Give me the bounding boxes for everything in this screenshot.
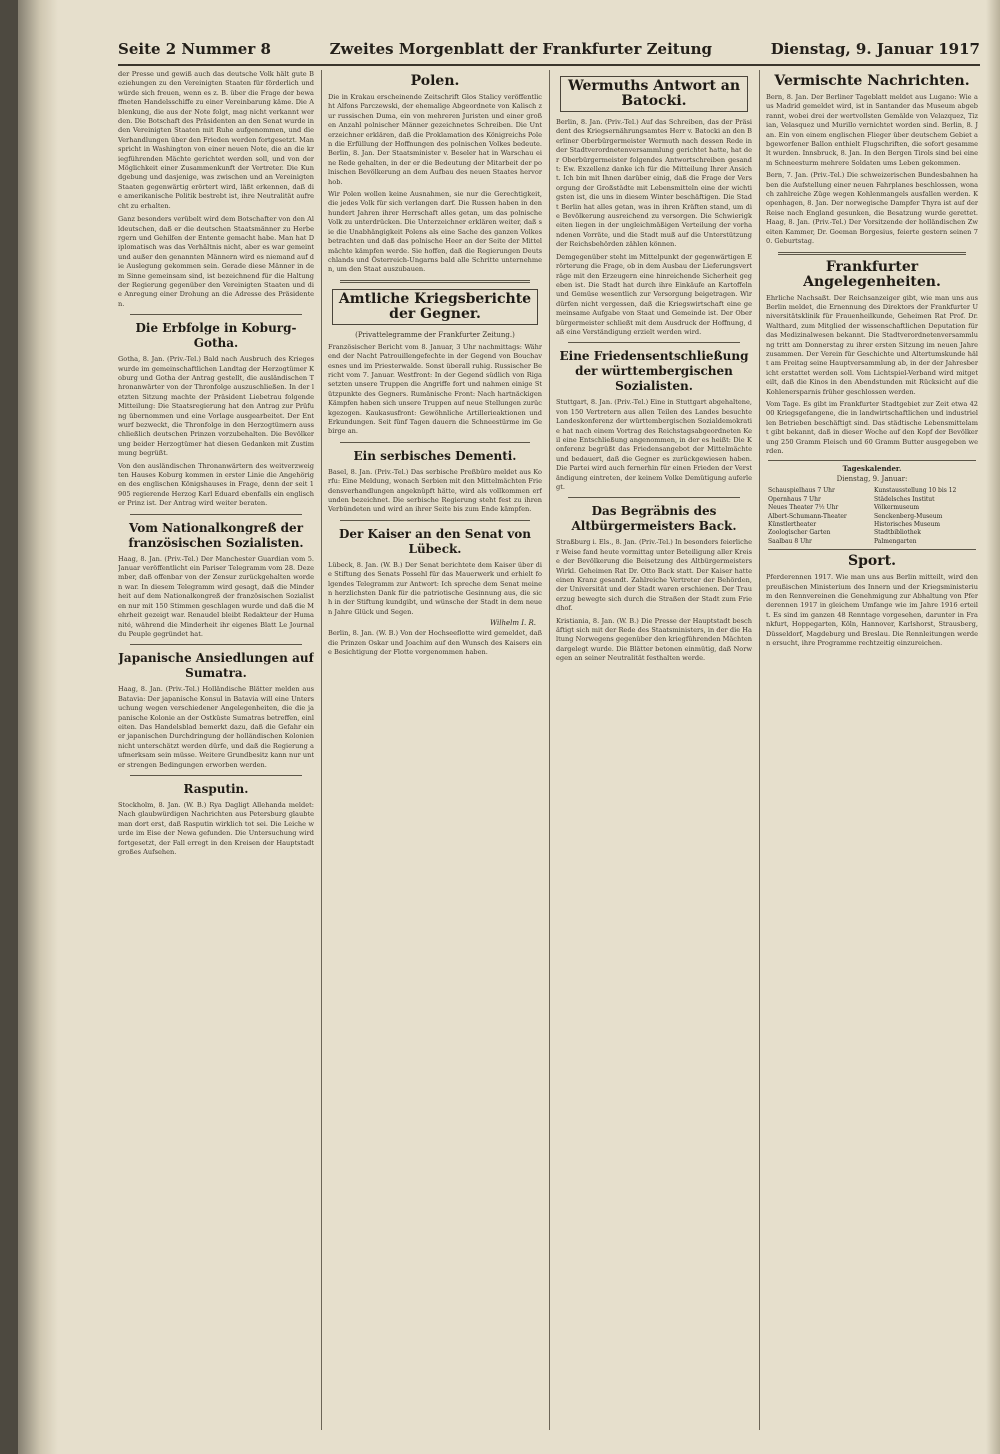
article-frankfurt: Ehrliche Nachsaßt. Der Reichsanzeiger gibt, wie man uns aus Berlin meldet, die Ernennung des Direktors der Frankfurter Universitätsklinik für Frauenheilkunde, Geheimen Rat Prof. Dr. Walthard, zum Mitglied der wissenschaftlichen Deputation für das Medizinalwesen bekannt. Die Stadtverordnetenversammlung tritt am Donnerstag zu ihrer ersten Sitzung im neuen Jahre zusammen. Der Verein für Geschichte und Altertumskunde hält am Freitag seine Hauptversammlung ab, in der der Jahresbericht erstattet werden soll. Vom Lichtspiel-Verband wird mitgeteilt, daß die Kinos in den Abendstunden mit Rücksicht auf die Kohlenersparnis früher geschlossen werden. [766, 293, 978, 396]
column-3 [556, 70, 752, 1430]
calendar-entry: Völkermuseum [874, 504, 920, 512]
article-serbisches-dementi: Basel, 8. Jan. (Priv.-Tel.) Das serbische Preßbüro meldet aus Korfu: Eine Meldung, wonach Serbien mit den Mittelmächten Friedensverhandlungen angeknüpft hätte, wird als vollkommen erfunden bezeichnet. Die serbische Regierung steht fest zu ihren Verbündeten und wird an ihrer Seite bis zum Ende kämpfen. [328, 467, 542, 514]
signature: Wilhelm I. R. [489, 619, 536, 628]
article-kriegsberichte: Französischer Bericht vom 8. Januar, 3 Uhr nachmittags: Während der Nacht Patrouillengefechte in der Gegend von Bouchavesnes und im Priesterwalde. Sonst überall ruhig. Russischer Bericht vom 7. Januar. Westfront: In der Gegend südlich von Riga setzten unsere Truppen die Angriffe fort und nahmen einige Stützpunkte des Gegners. Rumänische Front: Nach hartnäckigen Kämpfen haben sich unsere Truppen auf neue Stellungen zurückgezogen. Kaukasusfront: Gewöhnliche Artillerieaktionen und Erkundungen. Seit fünf Tagen dauern die Schneestürme im Gebirge an. [328, 342, 542, 436]
headline-wermuth-batocki: Wermuths Antwort an Batocki. [560, 76, 748, 112]
article-paragraph: Ganz besonders verübelt wird dem Botschafter von den Alldeutschen, daß er die deutschen Staatsmänner zu Herbergern und Gehilfen der Entente gemacht habe. Man hat Diplomatisch was das Verhältnis nicht, aber es war gemeint und außer den genannten Männern wird es niemand auf die Auslegung gekommen sein. Gerade diese Männer in dem Sinne gemeinsam sind, ist bezeichnend für die Haltung der Regierung gegenüber den Vereinigten Staaten und die Anregung einer Drohung an die Adresse des Präsidenten. [118, 215, 314, 308]
calendar-entry: Kunstausstellung 10 bis 12 [874, 487, 957, 495]
article-rule [568, 497, 740, 498]
page-edge [986, 0, 1000, 1454]
article-vermischtes-2: Bern, 7. Jan. (Priv.-Tel.) Die schweizerischen Bundesbahnen haben die Aufstellung einer neuen Fahrplanes beschlossen, wonach zahlreiche Züge wegen Kohlenmangels ausfallen werden. Kopenhagen, 8. Jan. Der norwegische Dampfer Thyra ist auf der Reise nach England gesunken, die Besatzung wurde gerettet. Haag, 8. Jan. (Priv.-Tel.) Der Vorsitzende der holländischen Zweiten Kammer, Dr. Goeman Borgesius, feierte gestern seinen 70. Geburtstag. [766, 171, 978, 246]
article-polen-2: Wir Polen wollen keine Ausnahmen, sie nur die Gerechtigkeit, die jedes Volk für sich verlangen darf. Die Russen haben in den hundert Jahren ihrer Herrschaft alles getan, um das polnische Volk zu unterdrücken. Die Unterzeichner erklären weiter, daß sie die Unabhängigkeit Polens als eine Sache des ganzen Volkes betrachten und daß das polnische Heer an der Seite der Mittelmächte kämpfen werde. Sie hoffen, daß die Regierungen Deutschlands und Österreich-Ungarns bald alle Schritte unternehmen, um den Staat auszubauen. [328, 190, 542, 274]
headline-kriegsberichte: Amtliche Kriegsberichte der Gegner. [332, 289, 538, 325]
article-sozialisten-kongress: Haag, 8. Jan. (Priv.-Tel.) Der Manchester Guardian vom 5. Januar veröffentlicht ein Pariser Telegramm vom 28. Dezember, daß offenbar von der Zensur zurückgehalten worden war. In diesem Telegramm wird gesagt, daß die Minderheit auf dem Nationalkongreß der französischen Sozialisten nur mit 150 Stimmen geschlagen wurde und daß die Mehrheit gezeigt war. Renaudel bleibt Redakteur der Humanité, während die Minderheit ihr eigenes Blatt Le Journal du Peuple gegründet hat. [118, 554, 314, 638]
article-continuation: der Presse und gewiß auch das deutsche Volk hält gute Beziehungen zu den Vereinigten Staaten für förderlich und würde sich freuen, wenn es z. B. über die Frage der bewaffneten Handelsschiffe zu einer Vereinbarung käme. Die Ablenkung, die aus der Note folgt, mag nicht verkannt werden. Die Botschaft des Präsidenten an den Senat wurde in den Vereinigten Staaten mit Ruhe aufgenommen, und die Verhandlungen über den Frieden werden fortgesetzt. Man spricht in Washington von einer neuen Note, die an die kriegführenden Mächte gerichtet werden soll, und von der Möglichkeit einer Zusammenkunft der Vertreter. Die Kundgebung und dasjenige, was zwischen und an Vereinigten Staaten gegenwärtig erörtert wird, läßt erkennen, daß die amerikanische Politik bestrebt ist, ihre Neutralität aufrecht zu erhalten. [118, 70, 314, 210]
article-rule [130, 314, 302, 315]
column-divider [321, 70, 322, 1430]
calendar-entry: Neues Theater 7½ Uhr [768, 504, 839, 512]
article-friedensentschliessung: Stuttgart, 8. Jan. (Priv.-Tel.) Eine in Stuttgart abgehaltene, von 150 Vertretern aus allen Teilen des Landes besuchte Landeskonferenz der württembergischen Sozialdemokratie hat nach einem Vortrag des Reichstagsabgeordneten Keil eine Entschließung angenommen, in der es heißt: Die Konferenz begrüßt das Friedensangebot der Mittelmächte und bedauert, daß die Gegner es zurückgewiesen haben. Die Partei wird auch fernerhin für einen Frieden der Verständigung eintreten, der keinem Volke Demütigung auferlegt. [556, 398, 752, 491]
article-rule [130, 514, 302, 515]
subheadline-kriegsberichte: (Privattelegramme der Frankfurter Zeitung.) [355, 330, 515, 339]
headline-rasputin: Rasputin. [183, 781, 249, 796]
tageskalender-grid [768, 487, 976, 546]
article-koburg-gotha: Gotha, 8. Jan. (Priv.-Tel.) Bald nach Ausbruch des Krieges wurde im gemeinschaftlichen Landtag der Herzogtümer Koburg und Gotha der Antrag gestellt, die ausländischen Thronanwärter von der Thronfolge auszuschließen. In der letzten Sitzung machte der Präsident Liebetrau folgende Mitteilung: Die Staatsregierung hat den Antrag zur Prüfung übernommen und eine Vorlage ausgearbeitet. Der Entwurf bezweckt, die Thronfolge in den Herzogtümern ausschließlich deutschen Prinzen vorzubehalten. Die Bevölkerung beider Herzogtümer hat diesen Gedanken mit Zustimmung begrüßt. [118, 355, 314, 458]
column-1 [118, 70, 314, 1430]
calendar-entry: Schauspielhaus 7 Uhr [768, 487, 835, 495]
book-spine [0, 0, 18, 1454]
calendar-entry: Künstlertheater [768, 521, 817, 529]
masthead [118, 36, 980, 62]
article-polen: Die in Krakau erscheinende Zeitschrift Glos Stalicy veröffentlicht Alfons Parczewski, der ehemalige Abgeordnete von Kalisch zur russischen Duma, ein von mehreren Juristen und einer großen Anzahl polnischer Männer gezeichnetes Schreiben. Die Unterzeichner erklären, daß die Proklamation des Königreichs Polen die Erfüllung der Hoffnungen des polnischen Volkes bedeute. Berlin, 8. Jan. Der Staatsminister v. Beseler hat in Warschau eine Rede gehalten, in der er die Bedeutung der Mitarbeit der polnischen Bevölkerung an dem Aufbau des neuen Staates hervorhob. [328, 93, 542, 186]
tageskalender-title: Tageskalender. [842, 464, 902, 474]
calendar-entry: Opernhaus 7 Uhr [768, 495, 821, 503]
article-kaiser-luebeck: Lübeck, 8. Jan. (W. B.) Der Senat berichtete dem Kaiser über die Stiftung des Senats Possehl für das Mauerwerk und erhielt folgendes Telegramm zur Antwort: Ich spreche dem Senat meinen herzlichsten Dank für die patriotische Gesinnung aus, die sich in der Stiftung kundgibt, und wünsche der Stadt in dem neuen Jahre Glück und Segen. [328, 560, 542, 616]
headline-friedensentschliessung: Eine Friedensentschließung der württembergischen Sozialisten. [559, 349, 749, 394]
article-koburg-gotha-2: Von den ausländischen Thronanwärtern des weitverzweigten Hauses Koburg kommen in erster Linie die Angehörigen des englischen Königshauses in Frage, denn der seit 1905 regierende Herzog Karl Eduard ebenfalls ein englischer Prinz ist. Der Antrag wird weiter beraten. [118, 461, 314, 508]
article-wermuth-batocki-2: Demgegenüber steht im Mittelpunkt der gegenwärtigen Erörterung die Frage, ob in dem Ausbau der Lieferungsverträge mit den Erzeugern eine hinreichende Sicherheit gegeben ist. Die Stadt hat durch ihre Einkäufe an Kartoffeln und Gemüse wesentlich zur Versorgung beigetragen. Wir dürfen nicht vergessen, daß die Kriegswirtschaft eine gemeinsame Aufgabe von Staat und Gemeinde ist. Der Oberbürgermeister schließt mit dem Ausdruck der Hoffnung, daß eine Verständigung erzielt werden wird. [556, 252, 752, 336]
headline-begraebnis-back: Das Begräbnis des Altbürgermeisters Back. [571, 504, 737, 534]
article-sumatra: Haag, 8. Jan. (Priv.-Tel.) Holländische Blätter melden aus Batavia: Der japanische Konsul in Batavia will eine Untersuchung wegen verschiedener Angelegenheiten, die die japanische Kolonie an der Ostküste Sumatras betreffen, einleiten. Das Handelsblad bemerkt dazu, daß die Gefahr einer japanischen Durchdringung der holländischen Kolonien nicht unterschätzt werden dürfe, und daß die Regierung aufmerksam sein müsse. Weitere Grundbesitz kann nur unter strengen Bedingungen erworben werden. [118, 685, 314, 769]
headline-frankfurter-angelegenheiten: Frankfurter Angelegenheiten. [803, 258, 941, 290]
issue-date: Dienstag, 9. Januar 1917 [770, 40, 980, 58]
article-rule [130, 644, 302, 645]
article-begraebnis-back: Straßburg i. Els., 8. Jan. (Priv.-Tel.) In besonders feierlicher Weise fand heute vormittag unter Beteiligung aller Kreise der Bevölkerung die Beisetzung des Altbürgermeisters Wirkl. Geheimen Rat Dr. Otto Back statt. Der Kaiser hatte einen Kranz gesandt. Zahlreiche Vertreter der Behörden, der Universität und der Stadt waren erschienen. Der Trauerzug bewegte sich durch die Straßen der Stadt zum Friedhof. [556, 538, 752, 613]
column-4 [766, 70, 978, 1430]
article-rule [340, 442, 530, 443]
calendar-entry: Historisches Museum [874, 521, 941, 529]
article-vermischtes: Bern, 8. Jan. Der Berliner Tageblatt meldet aus Lugano: Wie aus Madrid gemeldet wird, ist in Santander das Museum abgebrannt, wobei drei der wertvollsten Gemälde von Velazquez, Tizian, Velasquez und Murillo vernichtet worden sind. Berlin, 8. Jan. Ein von einem englischen Flieger über deutschem Gebiet abgeworfener Ballon enthielt Flugschriften, die sofort gesammelt wurden. Innsbruck, 8. Jan. In den Bergen Tirols sind bei einem Schneesturm mehrere Soldaten ums Leben gekommen. [766, 93, 978, 167]
article-wermuth-batocki: Berlin, 8. Jan. (Priv.-Tel.) Auf das Schreiben, das der Präsident des Kriegsernährungsamtes Herr v. Batocki an den Berliner Oberbürgermeister Wermuth nach dessen Rede in der Stadtverordnetenversammlung gerichtet hatte, hat der Oberbürgermeister folgendes Antwortschreiben gesandt: Ew. Exzellenz danke ich für die Mitteilung Ihrer Ansicht. Ich bin mit Ihnen darüber einig, daß die Frage der Versorgung der Großstädte mit Lebensmitteln eine der wichtigsten ist, die uns in diesem Winter beschäftigen. Die Stadt Berlin hat alles getan, was in ihren Kräften stand, um die Bevölkerung ausreichend zu versorgen. Die Schwierigkeiten liegen in der ungleichmäßigen Verteilung der vorhandenen Vorräte, und die Stadt muß auf die Unterstützung der Reichsbehörden zählen können. [556, 118, 752, 249]
tageskalender [768, 460, 976, 550]
tageskalender-left [768, 487, 870, 546]
article-hochseeflotte: Berlin, 8. Jan. (W. B.) Von der Hochseeflotte wird gemeldet, daß die Prinzen Oskar und Joachim auf den Wunsch des Kaisers eine Besichtigung der Flotte vorgenommen haben. [328, 629, 542, 657]
article-rule [340, 280, 530, 283]
calendar-entry: Senckenberg-Museum [874, 512, 943, 520]
article-frankfurt-2: Vom Tage. Es gibt im Frankfurter Stadtgebiet zur Zeit etwa 4200 Kriegsgefangene, die in landwirtschaftlichen und industriellen Betrieben beschäftigt sind. Das städtische Lebensmittelamt gibt bekannt, daß in dieser Woche auf den Kopf der Bevölkerung 250 Gramm Fleisch und 60 Gramm Butter ausgegeben werden. [766, 399, 978, 455]
tageskalender-date: Dienstag, 9. Januar: [836, 475, 908, 484]
headline-kaiser-luebeck: Der Kaiser an den Senat von Lübeck. [338, 526, 532, 556]
column-divider [549, 70, 550, 1430]
masthead-rule [118, 64, 980, 66]
headline-koburg-gotha: Die Erbfolge in Koburg-Gotha. [135, 321, 297, 351]
headline-sumatra: Japanische Ansiedlungen auf Sumatra. [118, 651, 314, 681]
headline-sport: Sport. [848, 553, 896, 570]
article-sport: Pferderennen 1917. Wie man uns aus Berlin mitteilt, wird den preußischen Ministerium des Innern und der Kriegsministerium den Rennvereinen die Genehmigung zur Abhaltung von Pferderennen 1917 in gleichem Umfange wie im Jahre 1916 erteilt. Es sind im ganzen 48 Renntage vorgesehen, darunter in Frankfurt, Hoppegarten, Köln, Hannover, Karlshorst, Strausberg, Düsseldorf, Magdeburg und Breslau. Die Rennleitungen werden ersucht, ihre Programme rechtzeitig einzureichen. [766, 573, 978, 648]
calendar-entry: Albert-Schumann-Theater [768, 512, 847, 520]
calendar-entry: Städelsches Institut [874, 495, 935, 503]
calendar-entry: Saalbau 8 Uhr [768, 537, 812, 545]
column-2 [328, 70, 542, 1430]
calendar-entry: Stadtbibliothek [874, 529, 921, 537]
newspaper-title: Zweites Morgenblatt der Frankfurter Zeitung [329, 40, 713, 58]
article-rule [778, 252, 966, 255]
tageskalender-right [874, 487, 976, 546]
calendar-entry: Zoologischer Garten [768, 529, 831, 537]
headline-sozialisten-kongress: Vom Nationalkongreß der französischen Sozialisten. [128, 520, 304, 550]
article-rule [130, 775, 302, 776]
column-divider [759, 70, 760, 1430]
calendar-entry: Palmengarten [874, 537, 917, 545]
article-rasputin: Stockholm, 8. Jan. (W. B.) Rya Dagligt Allehanda meldet: Nach glaubwürdigen Nachrichten aus Petersburg glaubte man dort erst, daß Rasputin wirklich tot sei. Die Leiche wurde im Eise der Newa gefunden. Die Untersuchung wird fortgesetzt, der Fall erregt in den Kreisen der Hauptstadt großes Aufsehen. [118, 800, 314, 856]
headline-polen: Polen. [410, 73, 460, 89]
headline-vermischte-nachrichten: Vermischte Nachrichten. [774, 73, 970, 89]
article-rule [568, 342, 740, 343]
page-number: Seite 2 Nummer 8 [118, 40, 271, 58]
article-kristiania: Kristiania, 8. Jan. (W. B.) Die Presse der Hauptstadt beschäftigt sich mit der Rede des Staatsministers, in der die Haltung Norwegens gegenüber den kriegführenden Mächten dargelegt wurde. Die Blätter betonen einmütig, daß Norwegen an seiner Neutralität festhalten werde. [556, 616, 752, 663]
article-rule [340, 520, 530, 521]
headline-serbisches-dementi: Ein serbisches Dementi. [353, 448, 517, 463]
